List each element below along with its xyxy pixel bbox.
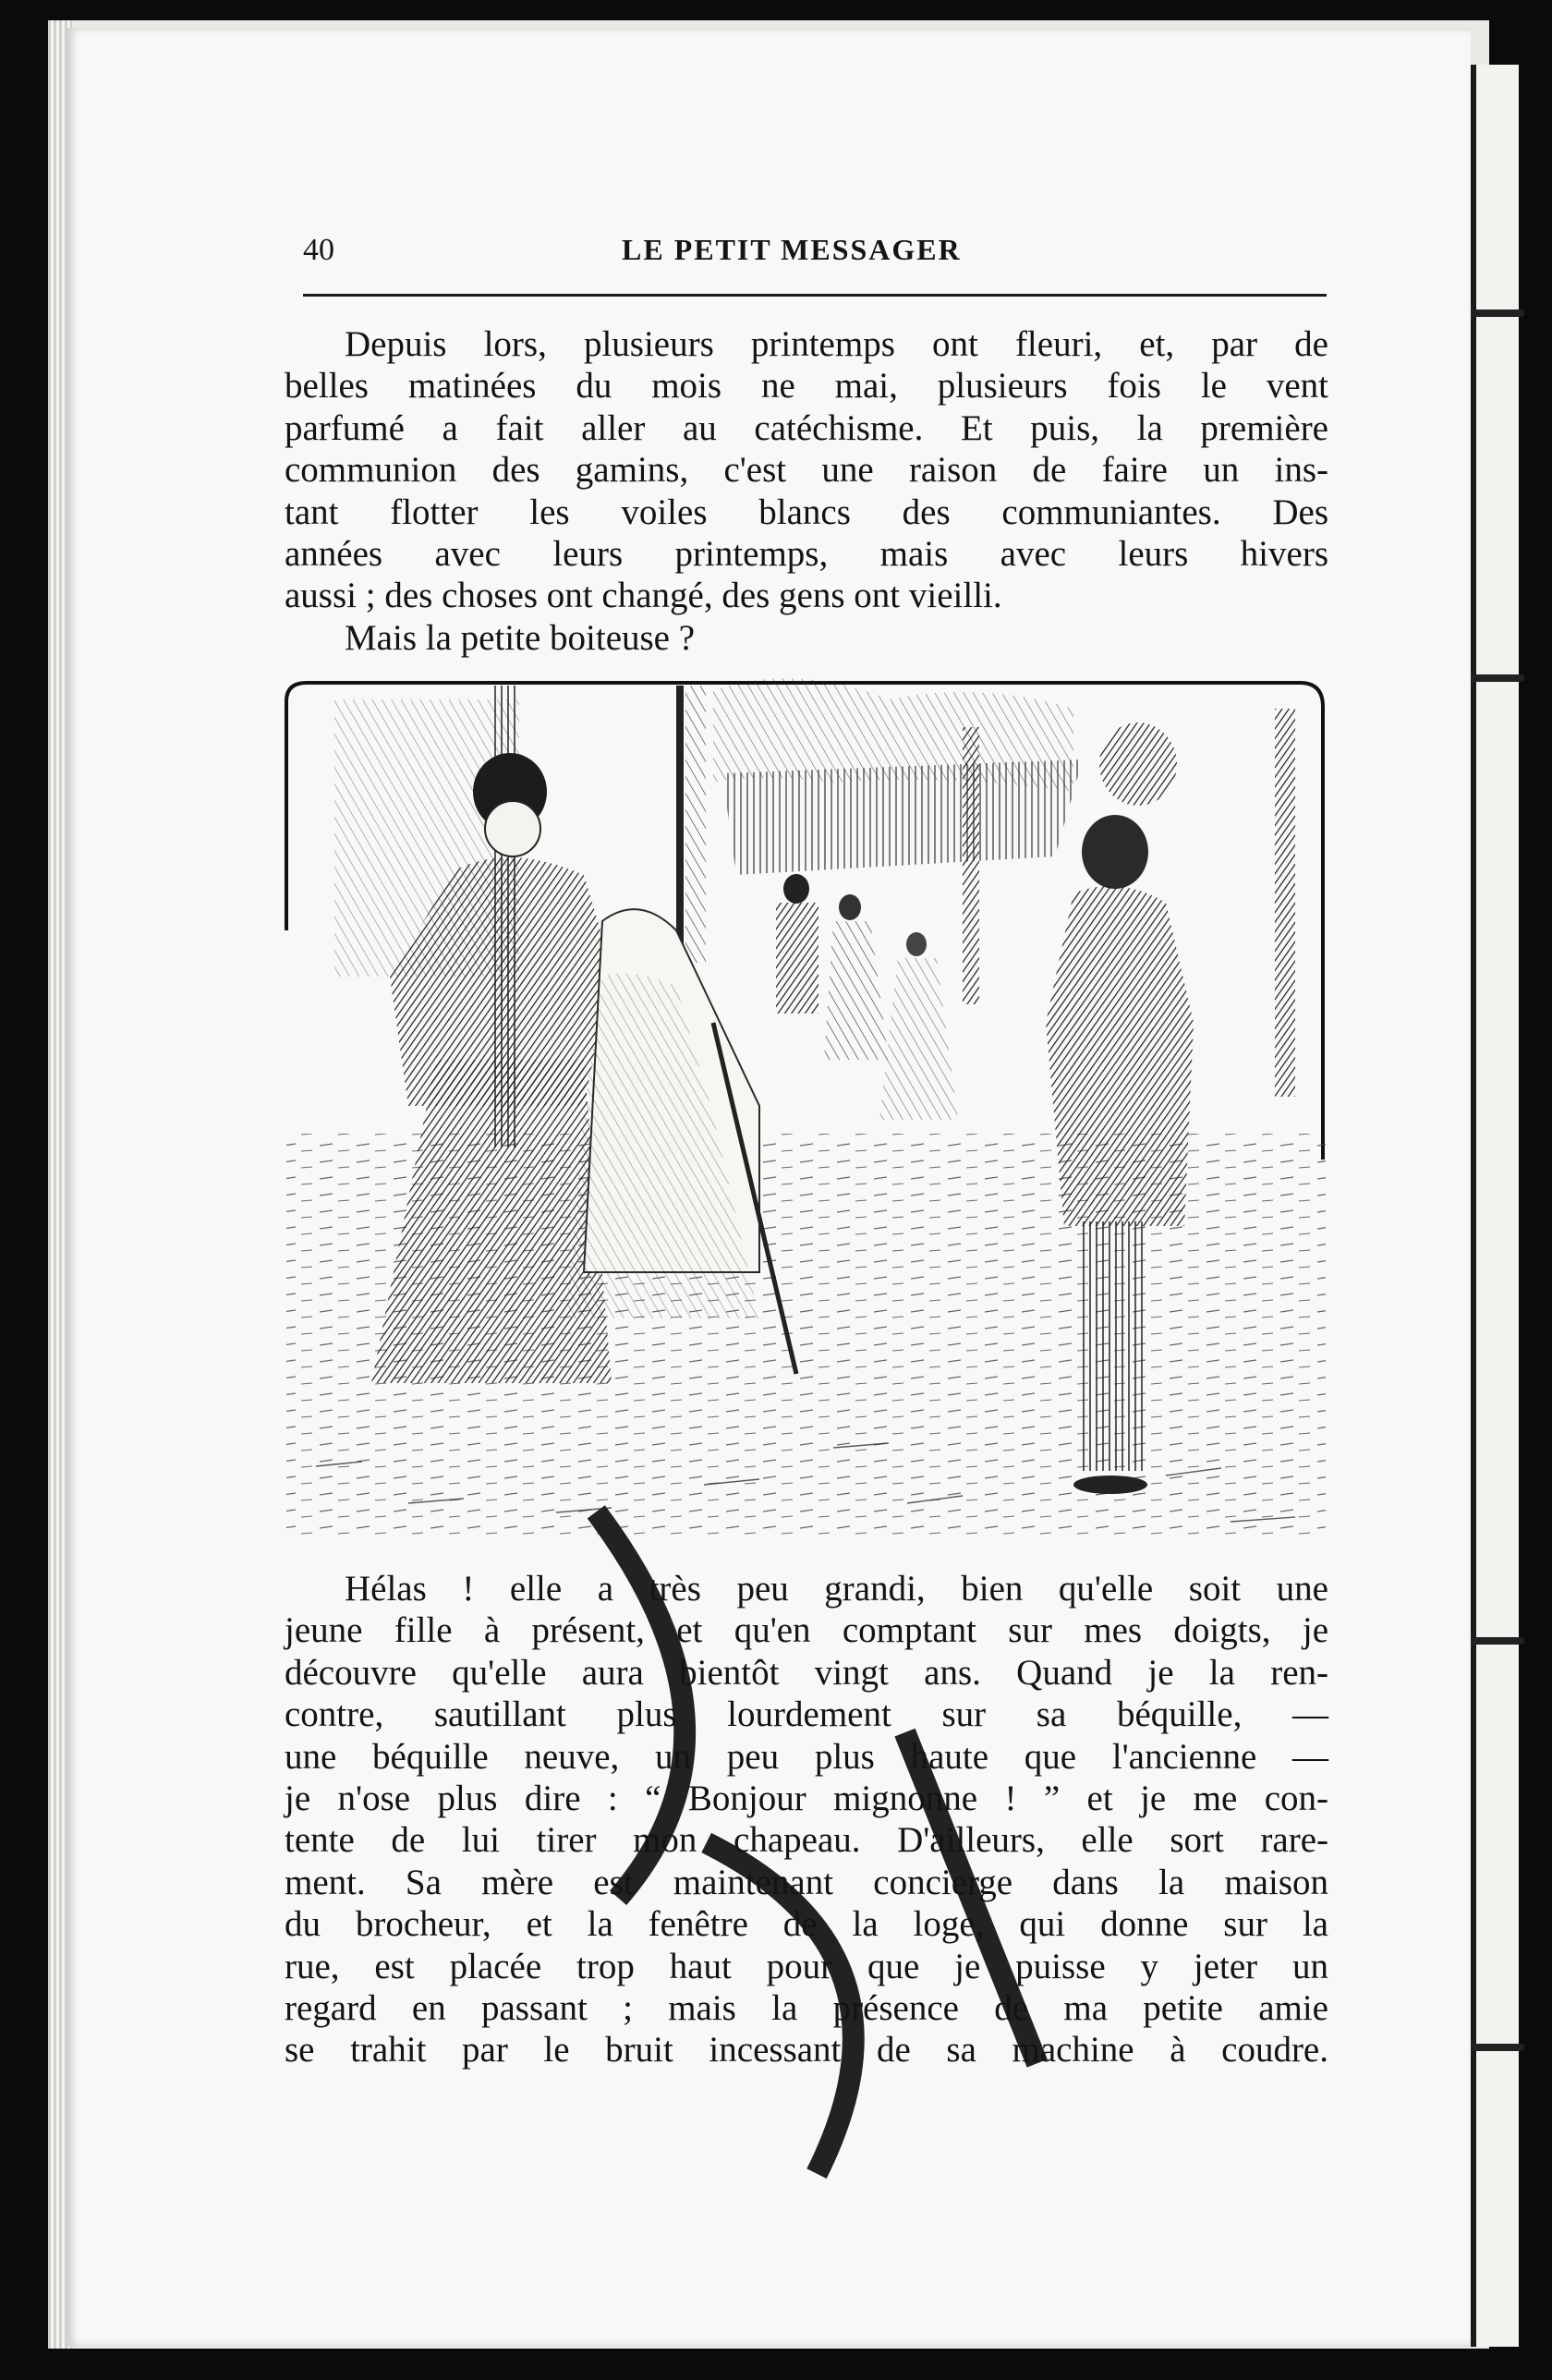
- text-line: années avec leurs printemps, mais avec leurs hivers: [285, 534, 1328, 575]
- text-line: contre, sautillant plus lourdement sur sa béquille, —: [285, 1694, 1328, 1735]
- text-line: je n'ose plus dire : “ Bonjour mignonne ! ” et je me con-: [285, 1779, 1328, 1819]
- text-line: belles matinées du mois ne mai, plusieurs fois le vent: [285, 366, 1328, 407]
- text-line: Depuis lors, plusieurs printemps ont fleuri, et, par de: [345, 324, 1328, 364]
- text-line: du brocheur, et la fenêtre de la loge, qui donne sur la: [285, 1904, 1328, 1945]
- facing-page-edge: [1471, 65, 1519, 2347]
- text-line: une béquille neuve, un peu plus haute que l'ancienne —: [285, 1736, 1328, 1777]
- text-line: Mais la petite boiteuse ?: [345, 618, 696, 658]
- engraving-illustration: [279, 672, 1332, 1554]
- text-line: aussi ; des choses ont changé, des gens ont vieilli.: [285, 576, 1002, 616]
- page-number: 40: [303, 233, 334, 267]
- text-line: tente de lui tirer mon chapeau. D'ailleurs, elle sort rare-: [285, 1820, 1328, 1861]
- paragraph-3: [285, 1568, 1328, 2071]
- text-line: communion des gamins, c'est une raison de faire un ins-: [285, 450, 1328, 491]
- paragraph-1: [285, 323, 1328, 617]
- text-line: Hélas ! elle a très peu grandi, bien qu'elle soit une: [345, 1569, 1328, 1609]
- running-header: [303, 233, 1327, 279]
- text-line: jeune fille à présent, et qu'en comptant sur mes doigts, je: [285, 1610, 1328, 1651]
- text-line: regard en passant ; mais la présence de ma petite amie: [285, 1988, 1328, 2029]
- text-line: rue, est placée trop haut pour que je puisse y jeter un: [285, 1946, 1328, 1986]
- text-line: ment. Sa mère est maintenant concierge dans la maison: [285, 1862, 1328, 1902]
- running-title: LE PETIT MESSAGER: [622, 233, 962, 266]
- header-rule: [303, 294, 1327, 297]
- text-line: parfumé a fait aller au catéchisme. Et puis, la première: [285, 407, 1328, 448]
- text-line: se trahit par le bruit incessant de sa machine à coudre.: [285, 2030, 1328, 2070]
- paragraph-2: [285, 617, 1328, 659]
- text-line: découvre qu'elle aura bientôt vingt ans. Quand je la ren-: [285, 1652, 1328, 1693]
- text-line: tant flotter les voiles blancs des communiantes. Des: [285, 492, 1328, 532]
